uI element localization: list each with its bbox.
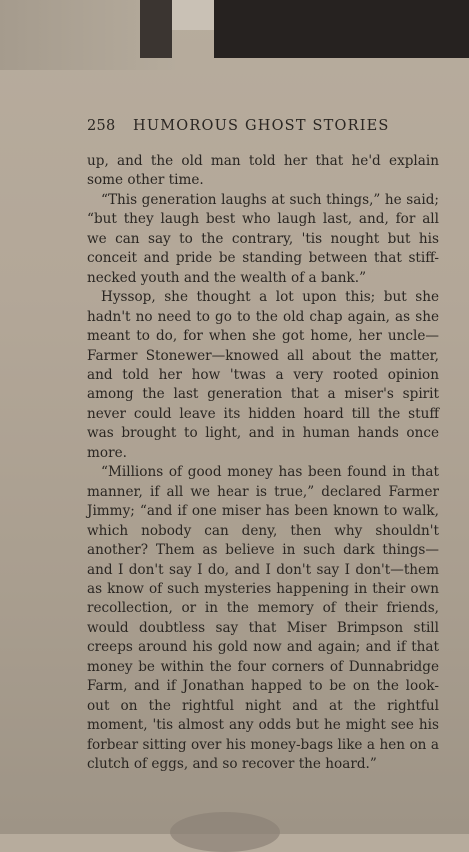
paragraph-3: Hyssop, she thought a lot upon this; but she hadn't no need to go to the old chap again, as she meant to do, for when she got home, her uncle—Farmer Stonewer—knowed all about the matter, and told her how 'twas a very rooted opinion among the last generation that a miser's spirit never could leave its hidden hoard till the stuff was brought to light, and in human hands once more. <box>87 289 439 461</box>
paragraph-4: “Millions of good money has been found in that manner, if all we hear is true,” declared Farmer Jimmy; “and if one miser has been known to walk, which nobody can deny, then why shouldn't another? Them as believe in such dark things—and I don't say I do, and I don't say I don't—them as know of such mysteries happening in their own recollection, or in the memory of their friends, would doubtless say that Miser Brimpson still creeps around his gold now and again; and if that money be within the four corners of Dunnabridge Farm, and if Jonathan happed to be on the look-out on the rightful night and at the rightful moment, 'tis almost any odds but he might see his forbear sitting over his money-bags like a hen on a clutch of eggs, and so recover the hoard.” <box>87 464 439 773</box>
paragraph-1: up, and the old man told her that he'd explain some other time. <box>87 153 439 189</box>
running-title: HUMOROUS GHOST STORIES <box>133 118 390 134</box>
photo-shadow-bottom <box>170 812 280 852</box>
page-number: 258 <box>87 118 116 134</box>
photo-light-patch <box>172 0 214 30</box>
photo-dark-edge <box>140 0 172 58</box>
page-header <box>87 118 439 134</box>
paragraph-2: “This generation laughs at such things,” he said; “but they laugh best who laugh last, and, for all we can say to the contrary, 'tis nought but his conceit and pride be standing between that stiff-necked youth and the wealth of a bank.” <box>87 191 439 286</box>
book-page <box>87 118 439 775</box>
photo-dark-band <box>214 0 469 58</box>
